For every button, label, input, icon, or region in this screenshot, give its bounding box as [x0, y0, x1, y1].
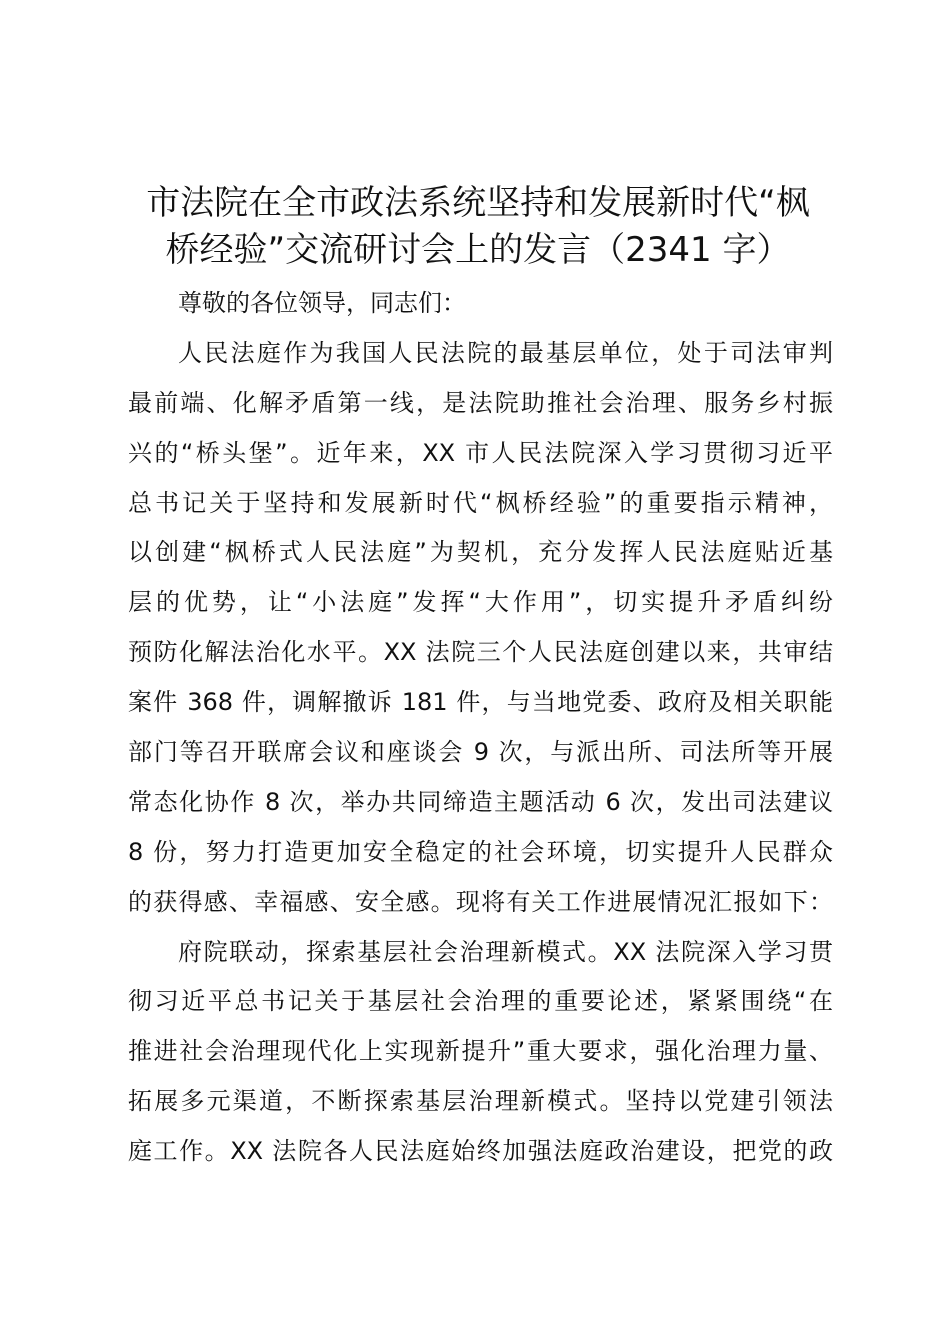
paragraph-line: 兴的“桥头堡”。近年来，XX 市人民法院深入学习贯彻习近平 [128, 438, 833, 467]
paragraph-line: 常态化协作 8 次，举办共同缔造主题活动 6 次，发出司法建议 [128, 787, 833, 816]
document-title [118, 180, 838, 274]
title-line: 桥经验”交流研讨会上的发言（2341 字） [165, 230, 791, 270]
paragraph-line: 最前端、化解矛盾第一线，是法院助推社会治理、服务乡村振 [128, 388, 833, 417]
paragraph-line: 彻习近平总书记关于基层社会治理的重要论述，紧紧围绕“在 [128, 987, 833, 1016]
paragraph-line: 以创建“枫桥式人民法庭”为契机，充分发挥人民法庭贴近基 [128, 538, 833, 567]
document-body [128, 279, 833, 1177]
paragraph-line: 的获得感、幸福感、安全感。现将有关工作进展情况汇报如下： [128, 887, 833, 916]
paragraph-line: 人民法庭作为我国人民法院的最基层单位，处于司法审判 [178, 338, 833, 367]
paragraph-line: 推进社会治理现代化上实现新提升”重大要求，强化治理力量、 [128, 1037, 833, 1066]
paragraph-line: 拓展多元渠道，不断探索基层治理新模式。坚持以党建引领法 [128, 1087, 833, 1116]
paragraph-line: 府院联动，探索基层社会治理新模式。XX 法院深入学习贯 [178, 937, 833, 966]
paragraph-line: 部门等召开联席会议和座谈会 9 次，与派出所、司法所等开展 [128, 738, 833, 767]
paragraph-line: 总书记关于坚持和发展新时代“枫桥经验”的重要指示精神， [128, 488, 833, 517]
paragraph-line: 层的优势，让“小法庭”发挥“大作用”，切实提升矛盾纠纷 [128, 588, 833, 617]
paragraph-line: 庭工作。XX 法院各人民法庭始终加强法庭政治建设，把党的政 [128, 1137, 833, 1166]
title-line: 市法院在全市政法系统坚持和发展新时代“枫 [146, 183, 810, 223]
paragraph-line: 案件 368 件，调解撤诉 181 件，与当地党委、政府及相关职能 [128, 688, 833, 717]
salutation: 尊敬的各位领导，同志们： [178, 289, 466, 317]
paragraph-line: 8 份，努力打造更加安全稳定的社会环境，切实提升人民群众 [128, 837, 833, 866]
paragraph-line: 预防化解法治化水平。XX 法院三个人民法庭创建以来，共审结 [128, 638, 833, 667]
